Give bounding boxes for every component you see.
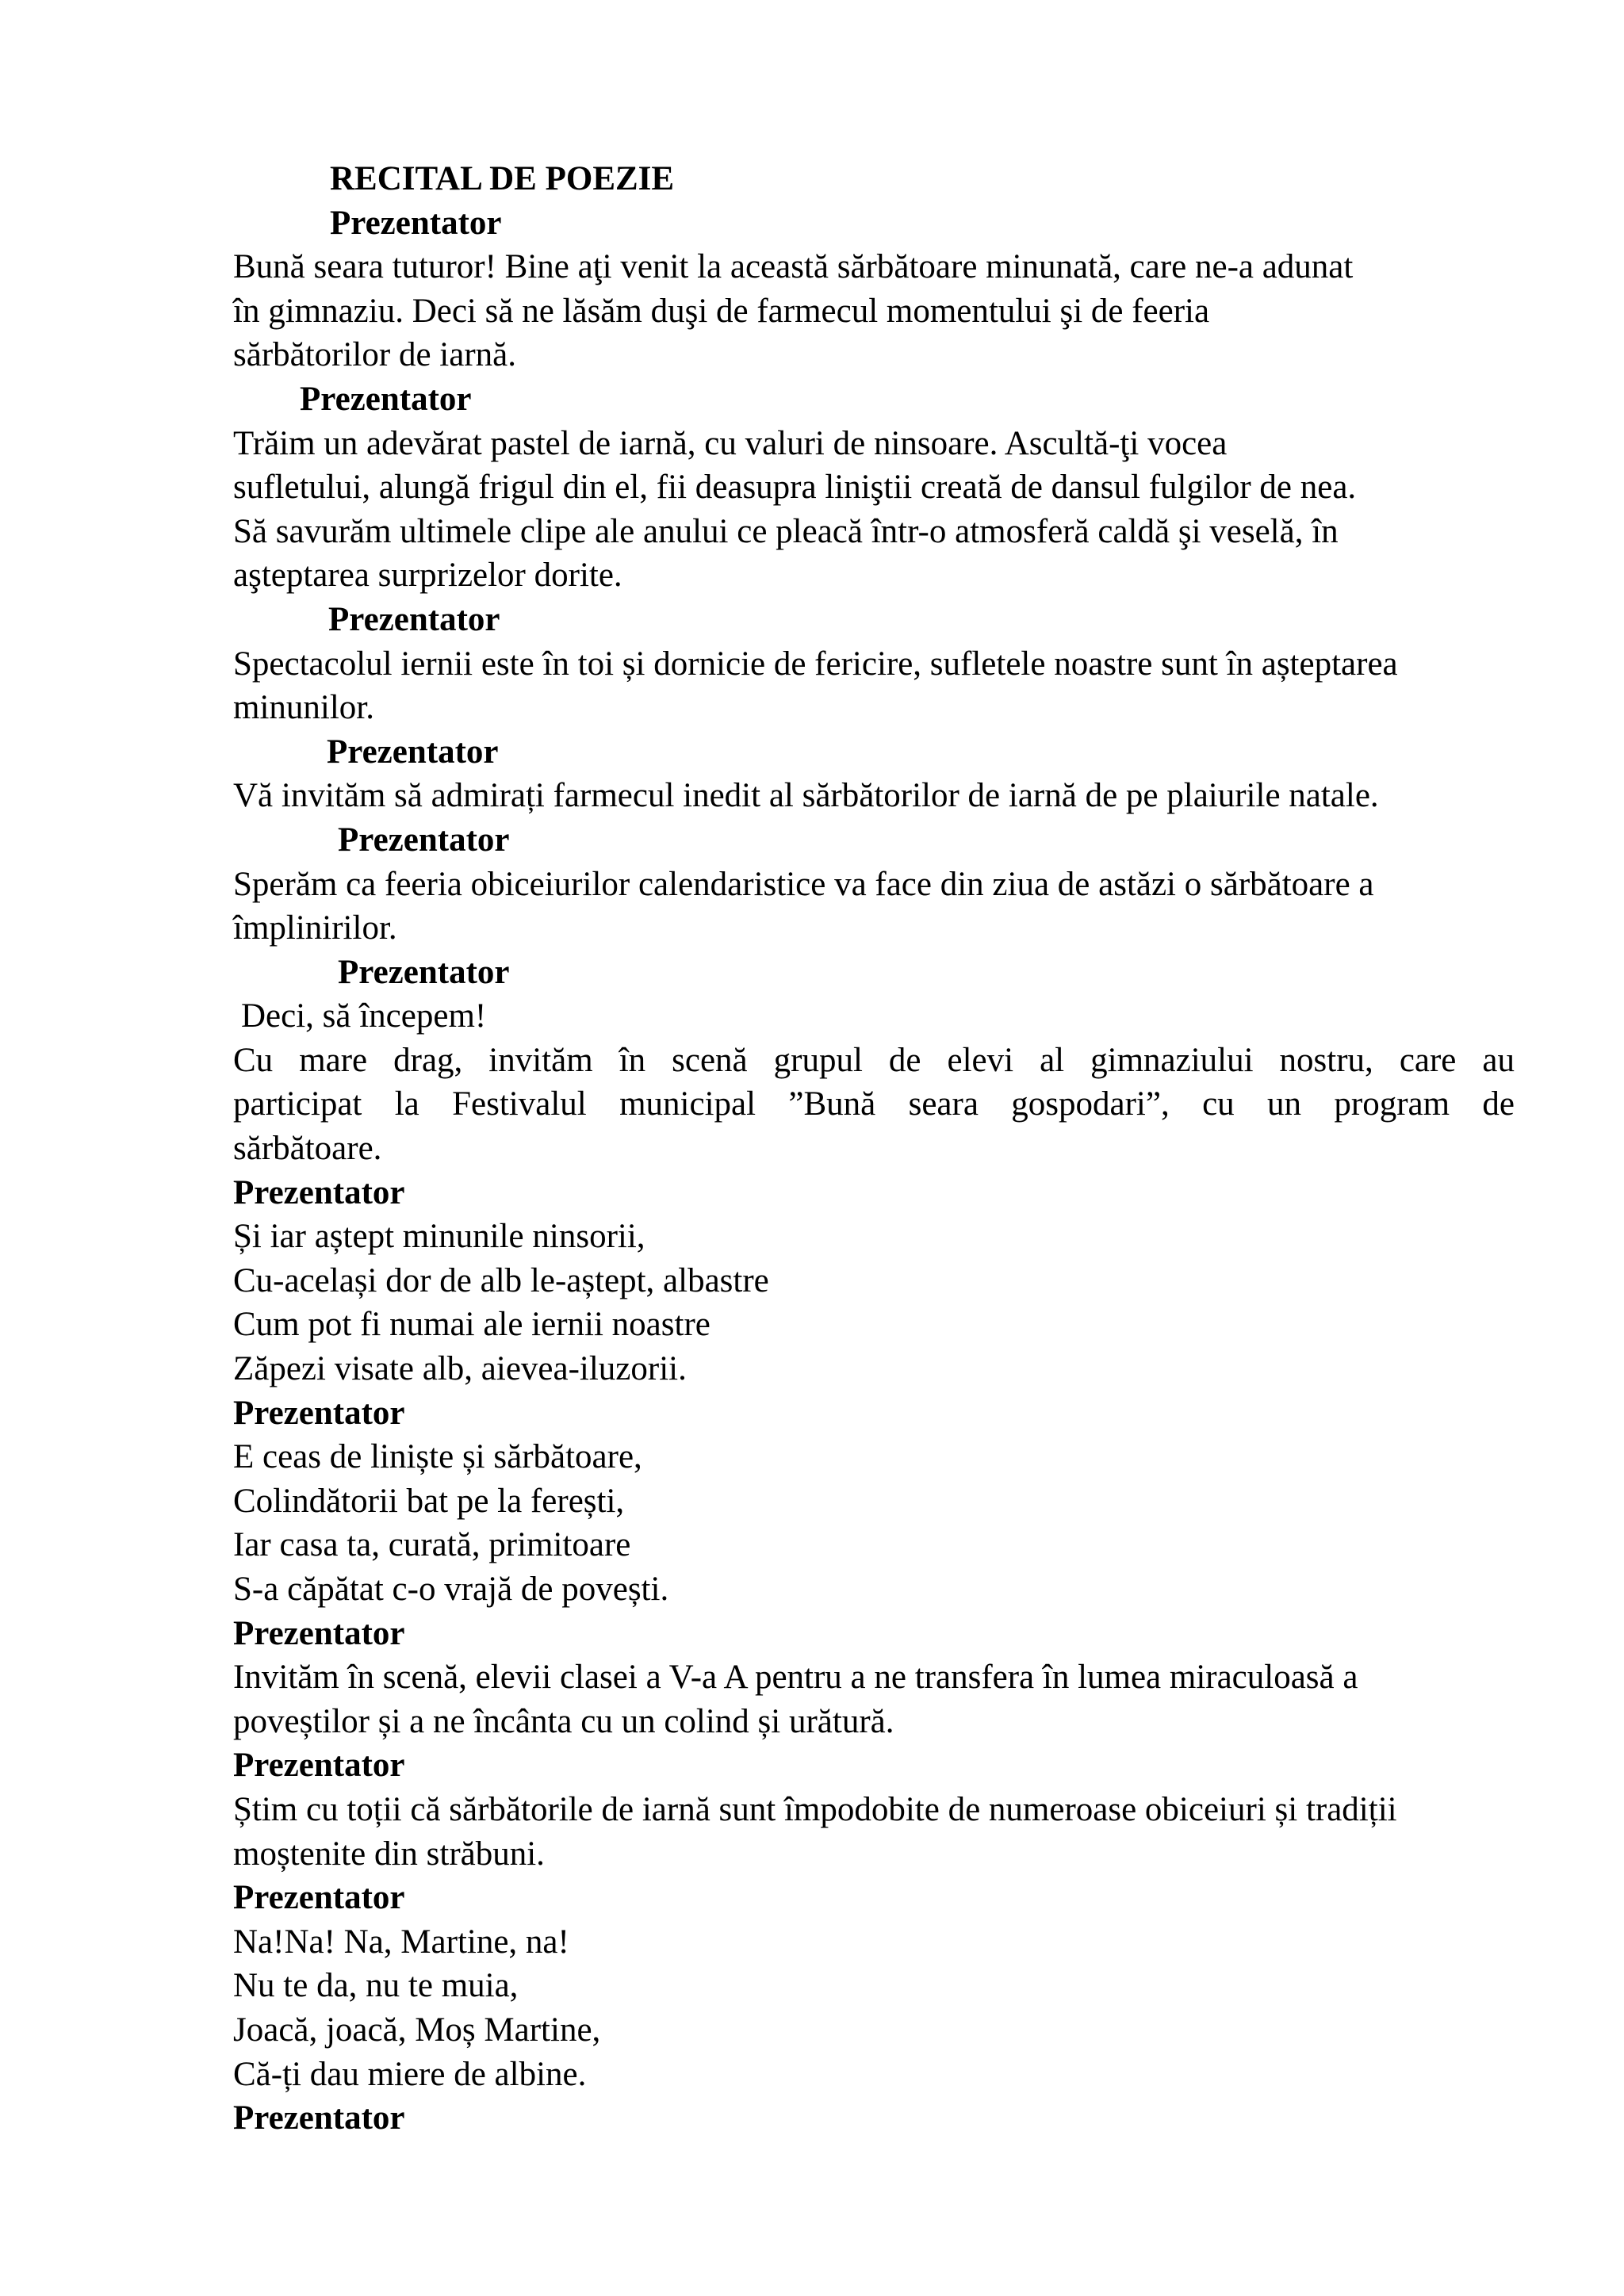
text-line: Deci, să începem! <box>241 997 487 1035</box>
text-line: Cum pot fi numai ale iernii noastre <box>233 1306 710 1344</box>
text-line: E ceas de liniște și sărbătoare, <box>233 1438 642 1476</box>
text-line: moștenite din străbuni. <box>233 1835 545 1873</box>
text-line: Bună seara tuturor! Bine aţi venit la această sărbătoare minunată, care ne-a adunat <box>233 248 1354 286</box>
text-line: aşteptarea surprizelor dorite. <box>233 557 622 595</box>
text-line: Vă invităm să admirați farmecul inedit al sărbătorilor de iarnă de pe plaiurile natale. <box>233 777 1379 815</box>
speaker-heading: Prezentator <box>233 1879 405 1917</box>
speaker-heading: Prezentator <box>330 204 502 242</box>
text-line: poveștilor și a ne încânta cu un colind și urătură. <box>233 1702 894 1740</box>
text-line: în gimnaziu. Deci să ne lăsăm duşi de farmecul momentului şi de feeria <box>233 292 1210 330</box>
speaker-heading: Prezentator <box>338 953 510 991</box>
speaker-heading: Prezentator <box>327 733 499 771</box>
text-line: Știm cu toții că sărbătorile de iarnă sunt împodobite de numeroase obiceiuri și tradiții <box>233 1790 1397 1828</box>
document-lines <box>233 201 1515 2141</box>
text-line: Trăim un adevărat pastel de iarnă, cu valuri de ninsoare. Ascultă-ţi vocea <box>233 424 1228 462</box>
document-body <box>233 157 1515 2141</box>
speaker-heading: Prezentator <box>233 1747 405 1785</box>
speaker-heading: Prezentator <box>338 821 510 859</box>
text-line: Na!Na! Na, Martine, na! <box>233 1923 569 1961</box>
text-line: sufletului, alungă frigul din el, fii deasupra liniştii creată de dansul fulgilor de nea. <box>233 469 1357 507</box>
text-line: Să savurăm ultimele clipe ale anului ce pleacă într-o atmosferă caldă şi veselă, în <box>233 512 1339 550</box>
document-title: RECITAL DE POEZIE <box>330 160 675 197</box>
text-line: Că-ți dau miere de albine. <box>233 2055 587 2093</box>
text-line: Iar casa ta, curată, primitoare <box>233 1526 631 1564</box>
text-line: Zăpezi visate alb, aievea-iluzorii. <box>233 1350 687 1388</box>
text-line: S-a căpătat c-o vrajă de povești. <box>233 1571 669 1608</box>
text-line: Cu mare drag, invităm în scenă grupul de elevi al gimnaziului nostru, care au <box>233 1041 1515 1079</box>
text-line: participat la Festivalul municipal ”Bună seara gospodari”, cu un program de <box>233 1085 1515 1123</box>
text-line: Și iar aștept minunile ninsorii, <box>233 1218 645 1256</box>
speaker-heading: Prezentator <box>233 1614 405 1652</box>
text-line: minunilor. <box>233 689 374 727</box>
text-line: sărbătorilor de iarnă. <box>233 336 516 374</box>
speaker-heading: Prezentator <box>300 380 472 418</box>
text-line: Invităm în scenă, elevii clasei a V-a A pentru a ne transfera în lumea miraculoasă a <box>233 1659 1358 1697</box>
text-line: Joacă, joacă, Moș Martine, <box>233 2011 601 2049</box>
text-line: împlinirilor. <box>233 909 397 947</box>
speaker-heading: Prezentator <box>328 600 500 638</box>
text-line: Spectacolul iernii este în toi și dornicie de fericire, sufletele noastre sunt în așteptarea <box>233 645 1398 683</box>
speaker-heading: Prezentator <box>233 2099 405 2137</box>
text-line: sărbătoare. <box>233 1130 382 1168</box>
text-line: Sperăm ca feeria obiceiurilor calendaristice va face din ziua de astăzi o sărbătoare a <box>233 865 1374 903</box>
text-line: Cu-același dor de alb le-aștept, albastre <box>233 1261 769 1299</box>
text-line: Nu te da, nu te muia, <box>233 1967 519 2005</box>
text-line: Colindătorii bat pe la ferești, <box>233 1482 625 1520</box>
speaker-heading: Prezentator <box>233 1394 405 1432</box>
speaker-heading: Prezentator <box>233 1173 405 1211</box>
